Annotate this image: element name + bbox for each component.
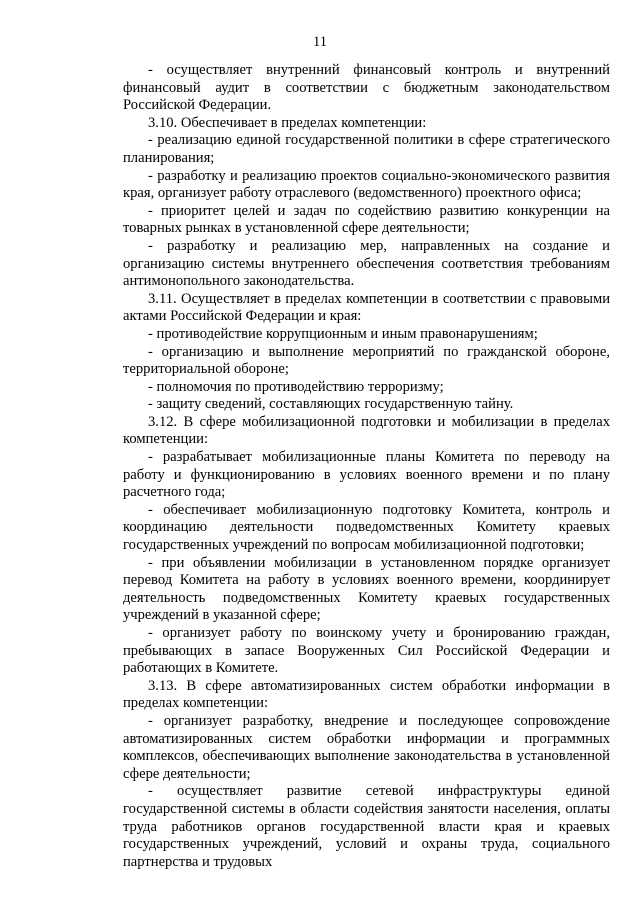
- paragraph-13: - разрабатывает мобилизационные планы Комитета по переводу на работу и функционированию в условиях военного времени и по плану расчетного года;: [123, 449, 610, 501]
- paragraph-15: - при объявлении мобилизации в установленном порядке организует перевод Комитета на работу в условиях военного времени, координирует деятельность подведомственных Комитету краевых государственных учреждений в указанной сфере;: [123, 554, 610, 624]
- paragraph-16: - организует работу по воинскому учету и бронированию граждан, пребывающих в запасе Вооруженных Сил Российской Федерации и работающих в Комитете.: [123, 625, 610, 677]
- paragraph-4: - разработку и реализацию проектов социально-экономического развития края, организует работу отраслевого (ведомственного) проектного офиса;: [123, 167, 610, 202]
- paragraph-18: - организует разработку, внедрение и последующее сопровождение автоматизированных систем обработки информации и программных комплексов, обеспечивающих выполнение законодательства в установленной сфере деятельности;: [123, 712, 610, 782]
- paragraph-12: 3.12. В сфере мобилизационной подготовки и мобилизации в пределах компетенции:: [123, 413, 610, 448]
- paragraph-14: - обеспечивает мобилизационную подготовку Комитета, контроль и координацию деятельности подведомственных Комитету краевых государственных учреждений по вопросам мобилизационной подготовки;: [123, 501, 610, 554]
- paragraph-3: - реализацию единой государственной политики в сфере стратегического планирования;: [123, 132, 610, 166]
- paragraph-2: 3.10. Обеспечивает в пределах компетенции:: [148, 114, 427, 131]
- paragraph-11: - защиту сведений, составляющих государственную тайну.: [148, 396, 514, 413]
- document-body: [123, 62, 610, 871]
- paragraph-6: - разработку и реализацию мер, направленных на создание и организацию системы внутреннего обеспечения соответствия требованиям антимонопольного законодательства.: [123, 237, 610, 290]
- paragraph-9: - организацию и выполнение мероприятий по гражданской обороне, территориальной обороне;: [123, 343, 610, 378]
- page-number: 11: [313, 34, 327, 50]
- paragraph-7: 3.11. Осуществляет в пределах компетенции в соответствии с правовыми актами Российской Федерации и края:: [123, 290, 610, 325]
- paragraph-1: - осуществляет внутренний финансовый контроль и внутренний финансовый аудит в соответствии с бюджетным законодательством Российской Федерации.: [123, 62, 610, 114]
- paragraph-17: 3.13. В сфере автоматизированных систем обработки информации в пределах компетенции:: [123, 677, 610, 712]
- paragraph-8: - противодействие коррупционным и иным правонарушениям;: [148, 325, 538, 342]
- paragraph-19: - осуществляет развитие сетевой инфраструктуры единой государственной системы в области содействия занятости населения, оплаты труда работников органов государственной власти края и краевых государственных учреждений, условий и охраны труда, социального партнерства и трудовых: [123, 783, 610, 870]
- paragraph-10: - полномочия по противодействию терроризму;: [148, 378, 444, 395]
- paragraph-5: - приоритет целей и задач по содействию развитию конкуренции на товарных рынках в установленной сфере деятельности;: [123, 202, 610, 237]
